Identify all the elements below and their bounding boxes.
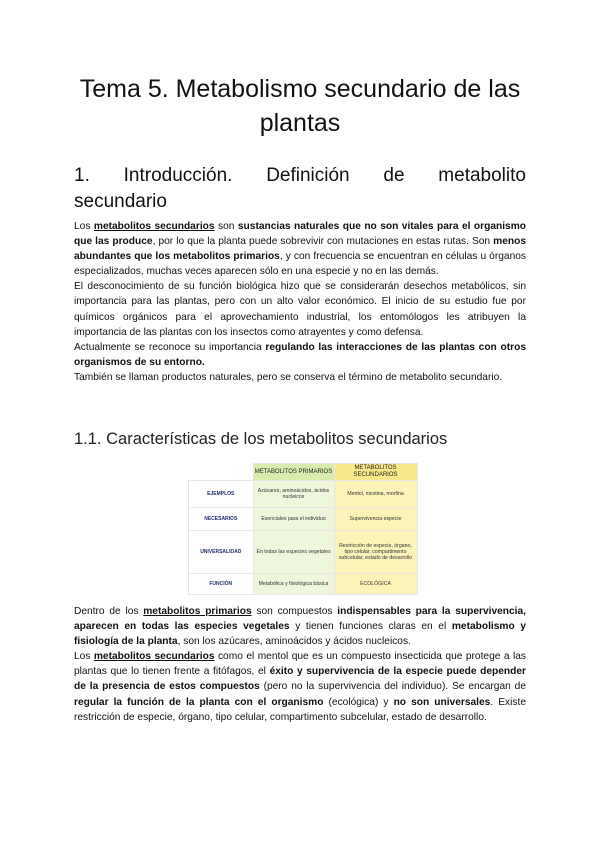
section-heading-line1: 1. Introducción. Definición de metabolito (74, 165, 526, 186)
paragraph-primary: Dentro de los metabolitos primarios son compuestos indispensables para la supervivencia, aparecen en todas las especies vegetales y tienen funciones claras en el metabolismo y fisiología de la planta, son los azúcares, aminoácidos y ácidos nucleicos. (74, 606, 526, 648)
page-title: Tema 5. Metabolismo secundario de las plantas (79, 75, 521, 137)
subsection-heading: 1.1. Características de los metabolitos secundarios (74, 430, 448, 448)
table-row (189, 508, 418, 531)
header-secondary: METABOLITOS SECUNDARIOS (334, 464, 417, 481)
cell-secondary: ECOLÓGICA (334, 574, 417, 595)
paragraph-importance: Actualmente se reconoce su importancia regulando las interacciones de las plantas con otros organismos de su entorno. (74, 341, 526, 368)
table-row (189, 574, 418, 595)
paragraph-naming: También se llaman productos naturales, pero se conserva el término de metabolito secundario. (74, 371, 503, 383)
cell-secondary: Restricción de especie, órgano, tipo celular, compartimento subcelular, estado de desarrollo (334, 531, 417, 574)
header-primary: METABOLITOS PRIMARIOS (253, 464, 334, 481)
table-header-row (189, 464, 418, 481)
intro-body (74, 219, 526, 385)
cell-secondary: Mentol, nicotina, morfina (334, 481, 417, 508)
row-label: UNIVERSALIDAD (189, 531, 254, 574)
cell-primary: En todas las especies vegetales (253, 531, 334, 574)
table-row (189, 481, 418, 508)
row-label: EJEMPLOS (189, 481, 254, 508)
section-heading (74, 163, 526, 215)
paragraph-secondary: Los metabolitos secundarios como el mentol que es un compuesto insecticida que protege a las plantas que lo tienen frente a fitófagos, el éxito y supervivencia de la especie puede depender de la presencia de estos compuestos (pero no la supervivencia del individuo). Se encargan de regular la función de la planta con el organismo (ecológica) y no son universales. Existe restricción de especie, órgano, tipo celular, compartimento subcelular, estado de desarrollo. (74, 651, 526, 723)
table-row (189, 531, 418, 574)
cell-primary: Metabólica y fisiológica básica (253, 574, 334, 595)
row-label: FUNCIÓN (189, 574, 254, 595)
paragraph-definition: Los metabolitos secundarios son sustancias naturales que no son vitales para el organismo que las produce, por lo que la planta puede sobrevivir con mutaciones en estas rutas. Son menos abundantes que los metabolitos primarios, y con frecuencia se encuentran en células u órganos especializados, muchas veces aparecen sólo en una especie y no en las demás. (74, 221, 526, 278)
cell-secondary: Supervivencia especie (334, 508, 417, 531)
paragraph-history: El desconocimiento de su función biológica hizo que se considerarán desechos metabólicos, sin importancia para las plantas, pero con un alto valor económico. El inicio de su estudio fue por químicos orgánicos para el aprovechamiento industrial, los entomólogos les atribuyen la importancia de las plantas con los insectos como atrayentes y como defensa. (74, 281, 526, 338)
comparison-table (188, 463, 418, 595)
section-heading-line2: secundario (74, 191, 167, 212)
cell-primary: Azúcares, aminoácidos, ácidos nucleicos (253, 481, 334, 508)
characteristics-body (74, 604, 526, 725)
cell-primary: Esenciales para el individuo (253, 508, 334, 531)
row-label: NECESARIOS (189, 508, 254, 531)
